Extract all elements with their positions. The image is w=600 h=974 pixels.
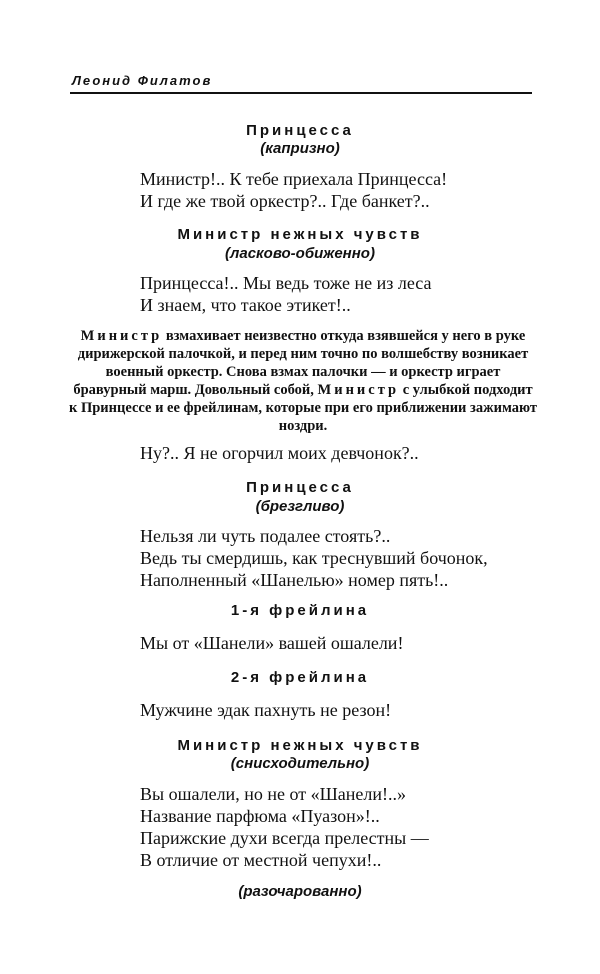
verse-line: Нельзя ли чуть подалее стоять?.. [140, 526, 391, 546]
stage-text: взмахивает неизвестно откуда взявшейся у него в руке дирижерской палочкой, и перед ним точно по волшебству возникает военный оркестр. Снова взмах палочки — и оркестр играет бравурный марш. Довольный собой, [73, 328, 529, 398]
stage-direction: (ласково-обиженно) [225, 245, 375, 262]
verse-line: Министр!.. К тебе приехала Принцесса! [140, 169, 448, 189]
stage-direction: (брезгливо) [255, 498, 345, 515]
stage-name: Министр [317, 382, 400, 398]
stage-text: с улыбкой подходит к Принцессе и ее фрейлинам, которые при его приближении зажимают ноздри. [68, 382, 538, 434]
verse-line: Мы от «Шанели» вашей ошалели! [140, 633, 404, 653]
verse-line: Наполненный «Шанелью» номер пять!.. [140, 570, 449, 590]
speaker-princess: Принцесса [246, 479, 354, 496]
verse-line: Мужчине эдак пахнуть не резон! [140, 700, 392, 720]
verse-line: Парижские духи всегда прелестны — [140, 828, 429, 848]
speaker-lady-in-waiting-1: 1-я фрейлина [230, 602, 370, 619]
verse-line: И знаем, что такое этикет!.. [140, 295, 351, 315]
verse-line: Принцесса!.. Мы ведь тоже не из леса [140, 273, 432, 293]
stage-direction: (разочарованно) [238, 883, 362, 900]
speaker-minister: Министр нежных чувств [177, 737, 423, 754]
author-name: Леонид Филатов [72, 73, 213, 88]
stage-direction: (капризно) [260, 140, 340, 157]
verse-line: Название парфюма «Пуазон»!.. [140, 806, 380, 826]
speaker-minister: Министр нежных чувств [177, 226, 423, 243]
speaker-lady-in-waiting-2: 2-я фрейлина [230, 669, 370, 686]
verse-line: В отличие от местной чепухи!.. [140, 850, 382, 870]
stage-remark [68, 327, 538, 435]
page-header [70, 70, 532, 94]
verse-line: Вы ошалели, но не от «Шанели!..» [140, 784, 406, 804]
verse-line: Ведь ты смердишь, как треснувший бочонок, [140, 548, 488, 568]
stage-direction: (снисходительно) [230, 755, 370, 772]
stage-name: Министр [80, 328, 163, 344]
verse-line: Ну?.. Я не огорчил моих девчонок?.. [140, 443, 419, 463]
verse-line: И где же твой оркестр?.. Где банкет?.. [140, 191, 430, 211]
speaker-princess: Принцесса [246, 122, 354, 139]
